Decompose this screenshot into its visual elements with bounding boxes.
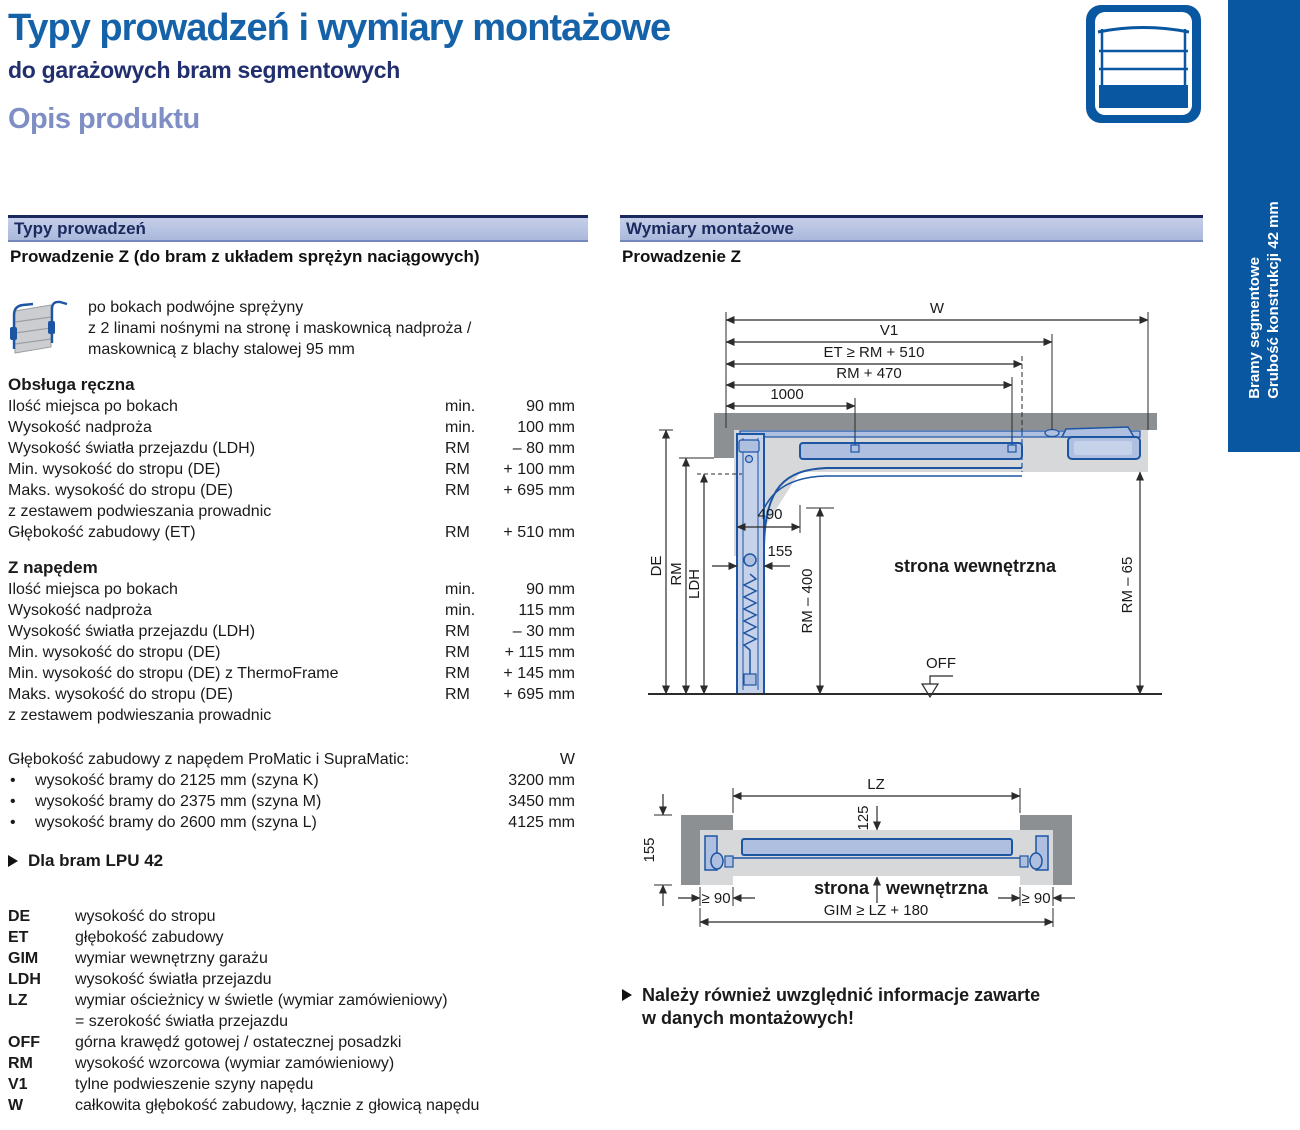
- bullet: •: [10, 814, 16, 831]
- operator-cover: [1062, 427, 1134, 437]
- dim-label-et: ET ≥ RM + 510: [823, 344, 925, 361]
- depth-item: • wysokość bramy do 2375 mm (szyna M) 3450 mm: [10, 793, 575, 810]
- table-row: Min. wysokość do stropu (DE) z ThermoFrame RM + 145 mm: [8, 665, 575, 682]
- dim-label-125: 125: [855, 805, 872, 831]
- ceiling-slab: [714, 413, 1157, 430]
- sectional-door-icon: [1086, 5, 1201, 123]
- floor-level-triangle: [922, 684, 938, 697]
- legend-row: DE wysokość do stropu: [8, 908, 216, 925]
- door-leaf: [742, 839, 1012, 855]
- dim-label-rm: RM: [668, 562, 685, 586]
- dim-label-rm400: RM – 400: [799, 568, 816, 634]
- legend-row: LZ wymiar ościeżnicy w świetle (wymiar zamówieniowy): [8, 992, 448, 1009]
- dim-label-rm470: RM + 470: [836, 365, 902, 382]
- lintel-block: [714, 430, 734, 458]
- arrow-right-icon: [8, 855, 18, 867]
- intro-line3: maskownicą z blachy stalowej 95 mm: [88, 341, 355, 358]
- dim-label-155-plan: 155: [641, 837, 658, 863]
- dim-label-rm65: RM – 65: [1119, 556, 1136, 614]
- lpu-note-text: Dla bram LPU 42: [28, 851, 164, 870]
- legend-row: ET głębokość zabudowy: [8, 929, 224, 946]
- dim-label-90-right: ≥ 90: [1021, 890, 1051, 907]
- dim-label-de: DE: [648, 555, 665, 577]
- depth-intro-row: Głębokość zabudowy z napędem ProMatic i SupraMatic: W: [8, 751, 575, 768]
- table-row: Min. wysokość do stropu (DE) RM + 115 mm: [8, 644, 575, 661]
- intro-text: [88, 297, 471, 360]
- right-roller: [1030, 853, 1042, 869]
- lpu-note: [8, 851, 163, 871]
- side-tab-line2: Grubość konstrukcji 42 mm: [1265, 201, 1282, 399]
- section-label: Opis produktu: [8, 103, 200, 135]
- track-curve-outer: [764, 468, 1022, 550]
- legend-row: OFF górna krawędź gotowej / ostatecznej posadzki: [8, 1034, 402, 1051]
- side-tab-text: [1245, 201, 1283, 399]
- legend-row: = szerokość światła przejazdu: [75, 1013, 288, 1030]
- right-section-bar: Wymiary montażowe: [620, 215, 1203, 242]
- table-row: Wysokość nadproża min. 115 mm: [8, 602, 575, 619]
- legend-row: W całkowita głębokość zabudowy, łącznie z głowicą napędu: [8, 1097, 480, 1114]
- side-tab-line1: Bramy segmentowe: [1246, 257, 1263, 399]
- bullet: •: [10, 793, 16, 810]
- track-curve-inner: [756, 476, 1022, 550]
- montage-note: [622, 984, 1040, 1030]
- plan-view-diagram: [620, 755, 1205, 965]
- table-row: z zestawem podwieszania prowadnic: [8, 707, 272, 724]
- table-row: Min. wysokość do stropu (DE) RM + 100 mm: [8, 461, 575, 478]
- left-subheader: Prowadzenie Z (do bram z układem sprężyn naciągowych): [10, 247, 480, 266]
- dim-label-90-left: ≥ 90: [701, 890, 731, 907]
- off-label: OFF: [926, 655, 956, 672]
- montage-note-text: Należy również uwzględnić informacje zawarte w danych montażowych!: [642, 985, 1041, 1028]
- left-roller: [711, 853, 723, 869]
- dim-label-w: W: [929, 300, 945, 317]
- depth-item: • wysokość bramy do 2600 mm (szyna L) 4125 mm: [10, 814, 575, 831]
- powered-table-title: Z napędem: [8, 558, 98, 577]
- table-row: z zestawem podwieszania prowadnic: [8, 503, 272, 520]
- legend-row: LDH wysokość światła przejazdu: [8, 971, 272, 988]
- dim-label-v1: V1: [879, 322, 899, 339]
- powered-table: [8, 557, 575, 726]
- manual-table-title: Obsługa ręczna: [8, 375, 135, 394]
- page-title: Typy prowadzeń i wymiary montażowe: [8, 7, 671, 49]
- table-row: Ilość miejsca po bokach min. 90 mm: [8, 398, 575, 415]
- table-row: Wysokość nadproża min. 100 mm: [8, 419, 575, 436]
- inside-label-2: wewnętrzna: [886, 878, 989, 898]
- legend-row: RM wysokość wzorcowa (wymiar zamówieniowy): [8, 1055, 395, 1072]
- dim-label-gim: GIM ≥ LZ + 180: [823, 902, 929, 919]
- dim-label-ldh: LDH: [686, 568, 703, 600]
- table-row: Ilość miejsca po bokach min. 90 mm: [8, 581, 575, 598]
- depth-item: • wysokość bramy do 2125 mm (szyna K) 3200 mm: [10, 772, 575, 789]
- intro-line1: po bokach podwójne sprężyny: [88, 299, 304, 316]
- track-hanger: [851, 445, 859, 452]
- door-panel-open: [800, 443, 1022, 459]
- bullet: •: [10, 772, 16, 789]
- left-section-bar: Typy prowadzeń: [8, 215, 588, 242]
- table-row: Maks. wysokość do stropu (DE) RM + 695 mm: [8, 482, 575, 499]
- legend: [8, 906, 588, 1116]
- dim-label-1000: 1000: [770, 386, 804, 403]
- operator-depth-block: [8, 749, 575, 833]
- inside-label: strona wewnętrzna: [893, 556, 1057, 576]
- dim-label-155: 155: [767, 543, 793, 560]
- arrow-right-icon: [622, 989, 632, 1001]
- table-row: Wysokość światła przejazdu (LDH) RM – 80 mm: [8, 440, 575, 457]
- dim-label-490: 490: [757, 506, 783, 523]
- roller: [744, 554, 756, 566]
- table-row: Wysokość światła przejazdu (LDH) RM – 30 mm: [8, 623, 575, 640]
- right-subheader: Prowadzenie Z: [622, 247, 742, 266]
- track-hanger: [1008, 445, 1016, 452]
- rear-suspension-clip: [1045, 430, 1059, 437]
- inside-label-1: strona: [813, 878, 869, 898]
- table-row: Maks. wysokość do stropu (DE) RM + 695 mm: [8, 686, 575, 703]
- legend-row: GIM wymiar wewnętrzny garażu: [8, 950, 268, 967]
- cable-drum: [739, 440, 759, 452]
- side-view-diagram: [620, 280, 1205, 740]
- dim-label-lz: LZ: [867, 776, 885, 793]
- bottom-bracket: [744, 674, 756, 685]
- page-subtitle: do garażowych bram segmentowych: [8, 57, 401, 83]
- z-track-icon: [6, 296, 68, 360]
- manual-table: [8, 374, 575, 543]
- table-row: Głębokość zabudowy (ET) RM + 510 mm: [8, 524, 575, 541]
- legend-row: V1 tylne podwieszenie szyny napędu: [8, 1076, 314, 1093]
- off-symbol: [930, 676, 953, 684]
- intro-line2: z 2 linami nośnymi na stronę i maskownicą nadproża /: [88, 320, 472, 337]
